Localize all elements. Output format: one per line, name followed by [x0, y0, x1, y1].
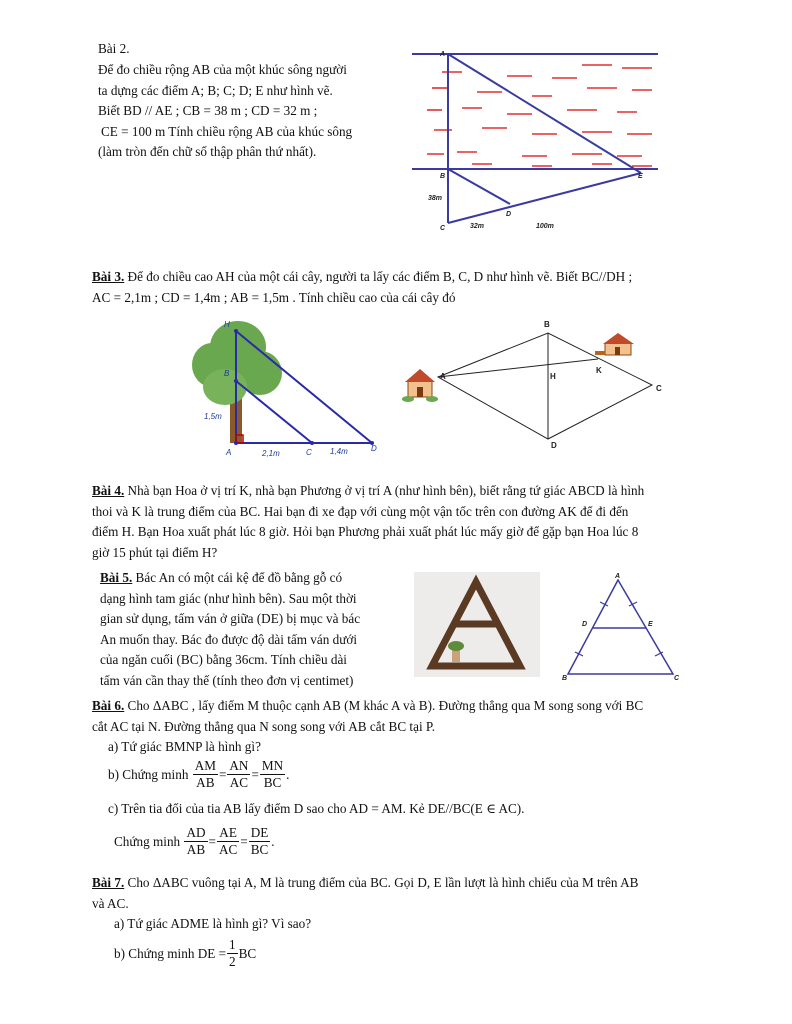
bai6-line1	[92, 696, 722, 717]
fraction: $\frac{1}{2}$	[229, 937, 236, 969]
house-k-icon	[595, 333, 634, 355]
bai6-text	[92, 696, 722, 758]
shelf-photo	[414, 572, 540, 677]
bai3-heading: Bài 3.	[92, 269, 125, 284]
bai4-line: giờ 15 phút tại điểm H?	[92, 544, 218, 560]
bai2-text	[98, 60, 352, 163]
bai5-first: Bác An có một cái kệ để đồ bằng gỗ có	[135, 570, 343, 585]
fraction: $\frac{DE}{BC}$	[250, 825, 269, 857]
bai2-line: (làm tròn đến chữ số thập phân thứ nhất).	[98, 144, 317, 159]
label-e: E	[648, 621, 653, 628]
measure-ab: 1,5m	[204, 412, 222, 421]
bai4-text	[92, 481, 722, 563]
bai3-line1	[92, 267, 722, 288]
label-c: C	[674, 675, 680, 682]
bai7-heading: Bài 7.	[92, 875, 125, 890]
bai7-b-prefix: b) Chứng minh DE =	[114, 945, 227, 961]
bai6-b: b) Chứng minh $\frac{AM}{AB}$ = $\frac{AN}{AC}$ = $\frac{MN}{BC}$ .	[108, 758, 290, 790]
fraction: $\frac{AE}{AC}$	[218, 825, 238, 857]
bai4-line1	[92, 481, 722, 502]
bai7-line1	[92, 873, 722, 894]
label-a: A	[615, 573, 621, 580]
bai5-line: tấm ván cần thay thế (tính theo đơn vị centimet)	[100, 672, 354, 688]
bai7-b-suffix: BC	[238, 945, 257, 961]
bai6-heading: Bài 6.	[92, 698, 125, 713]
bai5-line: dạng hình tam giác (như hình bên). Sau một thời	[100, 590, 357, 606]
label-b: B	[440, 173, 446, 180]
label-c: C	[440, 225, 446, 232]
bai3-line1-text: Để đo chiều cao AH của một cái cây, người ta lấy các điểm B, C, D như hình vẽ. Biết BC//DH ;	[127, 269, 633, 284]
label-d: D	[371, 444, 377, 453]
label-k: K	[596, 366, 602, 375]
label-d: D	[582, 621, 588, 628]
bai2-line: ta dựng các điểm A; B; C; D; E như hình vẽ.	[98, 82, 333, 98]
bai4-line: điểm H. Bạn Hoa xuất phát lúc 8 giờ. Hỏi bạn Phương phải xuất phát lúc mấy giờ để gặp bạn Hoa lúc 8	[92, 524, 639, 539]
label-b: B	[562, 675, 568, 682]
label-h: H	[550, 372, 556, 381]
bai6-c-proof: Chứng minh $\frac{AD}{AB}$ = $\frac{AE}{AC}$ = $\frac{DE}{BC}$ .	[114, 825, 275, 857]
bai2-line: Biết BD // AE ; CB = 38 m ; CD = 32 m ;	[98, 103, 318, 118]
label-d: D	[506, 211, 512, 218]
bai6-line2: cắt AC tại N. Đường thẳng qua N song song với AB cắt BC tại P.	[92, 718, 436, 734]
label-c: C	[656, 384, 662, 393]
bai6-line1-text: Cho ΔABC , lấy điểm M thuộc cạnh AB (M khác A và B). Đường thẳng qua M song song với BC	[127, 698, 644, 713]
measure-cd: 32m	[470, 223, 485, 230]
bai2-heading: Bài 2.	[98, 41, 130, 56]
label-b: B	[544, 320, 550, 329]
bai6-a: a) Tứ giác BMNP là hình gì?	[108, 739, 261, 754]
measure-ce: 100m	[536, 223, 554, 230]
label-h: H	[224, 320, 230, 329]
label-e: E	[638, 173, 643, 180]
bai5-heading: Bài 5.	[100, 570, 133, 585]
bai7-b	[114, 937, 256, 970]
bai2-line: CE = 100 m Tính chiều rộng AB của khúc sông	[101, 123, 353, 139]
bai7-line1-text: Cho ΔABC vuông tại A, M là trung điểm của BC. Gọi D, E lần lượt là hình chiếu của M trên AB	[127, 875, 639, 890]
bai6-b-prefix: b) Chứng minh	[108, 766, 189, 782]
bai7-line2: và AC.	[92, 895, 129, 911]
measure-cb: 38m	[428, 195, 443, 202]
river-labels	[428, 51, 643, 232]
label-c: C	[306, 448, 312, 457]
bai4-line1-text: Nhà bạn Hoa ở vị trí K, nhà bạn Phương ở vị trí A (như hình bên), biết rằng tứ giác ABCD là hình	[127, 483, 645, 498]
tree-figure	[190, 315, 390, 463]
fraction: $\frac{MN}{BC}$	[261, 758, 284, 790]
fraction: $\frac{AD}{AB}$	[186, 825, 206, 857]
measure-ac: 2,1m	[262, 449, 280, 458]
bai4-heading: Bài 4.	[92, 483, 125, 498]
label-b: B	[224, 369, 230, 378]
bai5-line1	[100, 568, 400, 589]
measure-cd: 1,4m	[330, 447, 348, 456]
fraction: $\frac{AN}{AC}$	[229, 758, 249, 790]
water-dashes	[427, 65, 652, 166]
rhombus-labels	[440, 320, 662, 450]
river-lines	[412, 54, 658, 223]
river-figure	[412, 48, 662, 238]
label-a: A	[440, 372, 446, 381]
bai5-text	[100, 568, 400, 691]
fraction: $\frac{AM}{AB}$	[194, 758, 216, 790]
bai4-line: thoi và K là trung điểm của BC. Hai bạn đi xe đạp với cùng một vận tốc trên con đường AK để đi đến	[92, 503, 629, 519]
shelf-triangle-figure	[560, 572, 685, 682]
bai5-line: gian sử dụng, tấm ván ở giữa (DE) bị mục và bác	[100, 611, 361, 626]
tick-marks	[575, 602, 663, 656]
bai6-c-prefix: Chứng minh	[114, 833, 181, 849]
rhombus-figure	[400, 315, 670, 455]
bai7-text	[92, 873, 722, 935]
bai6-c: c) Trên tia đối của tia AB lấy điểm D sao cho AD = AM. Kẻ DE//BC(E ∈ AC).	[108, 801, 525, 816]
bai5-line: An muốn thay. Bác đo được độ dài tấm ván dưới	[100, 631, 358, 647]
bai2-line: Để đo chiều rộng AB của một khúc sông người	[98, 62, 347, 77]
label-a: A	[440, 51, 446, 58]
bai5-line: của ngăn cuối (BC) bằng 36cm. Tính chiều dài	[100, 652, 347, 667]
house-a-icon	[402, 369, 438, 402]
label-d: D	[551, 441, 557, 450]
bai3-text	[92, 267, 722, 308]
bai3-line2: AC = 2,1m ; CD = 1,4m ; AB = 1,5m . Tính chiều cao của cái cây đó	[92, 289, 456, 305]
bai7-a: a) Tứ giác ADME là hình gì? Vì sao?	[114, 916, 312, 931]
label-a: A	[226, 448, 232, 457]
